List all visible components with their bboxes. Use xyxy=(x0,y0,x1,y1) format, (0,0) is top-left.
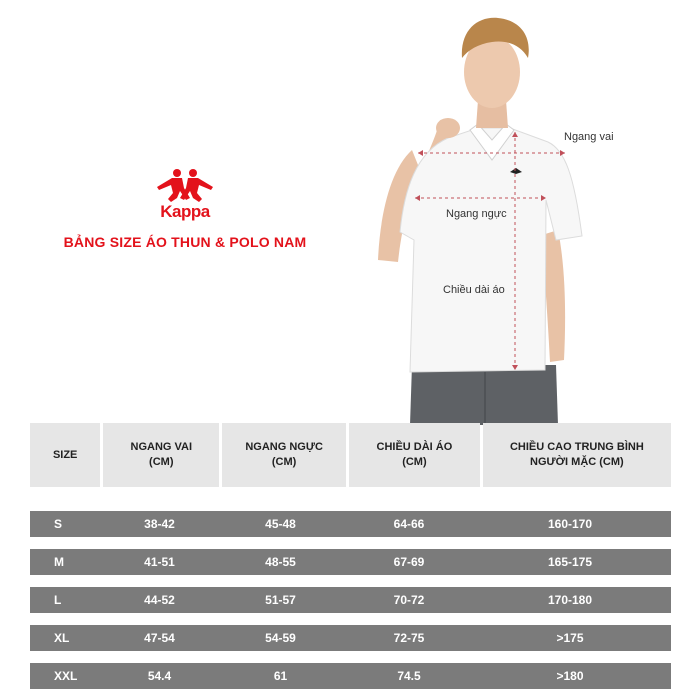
cell-chest: 45-48 xyxy=(265,517,296,531)
table-header xyxy=(30,423,671,487)
table-row xyxy=(30,625,671,651)
chest-label: Ngang ngực xyxy=(446,208,507,220)
cell-chest: 54-59 xyxy=(265,631,296,645)
cell-length: 74.5 xyxy=(397,669,421,683)
shoulder-label: Ngang vai xyxy=(564,131,614,143)
cell-chest: 61 xyxy=(273,669,288,683)
header-shoulder: NGANG VAI (CM) xyxy=(103,423,219,487)
cell-height: >180 xyxy=(556,669,584,683)
header-size: SIZE xyxy=(30,423,100,487)
cell-height: 160-170 xyxy=(547,517,593,531)
cell-length: 70-72 xyxy=(393,593,425,607)
cell-chest: 48-55 xyxy=(265,555,296,569)
chart-title: BẢNG SIZE ÁO THUN & POLO NAM xyxy=(63,234,307,250)
cell-shoulder: 54.4 xyxy=(147,669,172,683)
cell-size: L xyxy=(54,593,62,607)
brand-block xyxy=(40,168,330,250)
cell-length: 72-75 xyxy=(393,631,425,645)
cell-shoulder: 38-42 xyxy=(144,517,175,531)
cell-size: S xyxy=(54,517,63,531)
cell-size: XL xyxy=(54,631,70,645)
kappa-logo-icon xyxy=(153,168,217,204)
header-chest: NGANG NGỰC (CM) xyxy=(222,423,346,487)
cell-length: 67-69 xyxy=(393,555,425,569)
table-row xyxy=(30,587,671,613)
table-row xyxy=(30,511,671,537)
cell-shoulder: 44-52 xyxy=(144,593,175,607)
cell-shoulder: 41-51 xyxy=(144,555,175,569)
header-height: CHIỀU CAO TRUNG BÌNH NGƯỜI MẶC (CM) xyxy=(483,423,671,487)
cell-height: 170-180 xyxy=(547,593,593,607)
cell-height: >175 xyxy=(556,631,584,645)
cell-height: 165-175 xyxy=(547,555,593,569)
size-table xyxy=(30,423,671,689)
pants-shape xyxy=(410,365,558,425)
table-row xyxy=(30,549,671,575)
header-length: CHIỀU DÀI ÁO (CM) xyxy=(349,423,480,487)
cell-chest: 51-57 xyxy=(265,593,296,607)
length-label: Chiều dài áo xyxy=(443,284,505,296)
cell-length: 64-66 xyxy=(393,517,425,531)
cell-size: M xyxy=(54,555,64,569)
cell-shoulder: 47-54 xyxy=(144,631,175,645)
table-row xyxy=(30,663,671,689)
brand-name: Kappa xyxy=(160,202,210,221)
cell-size: XXL xyxy=(54,669,78,683)
